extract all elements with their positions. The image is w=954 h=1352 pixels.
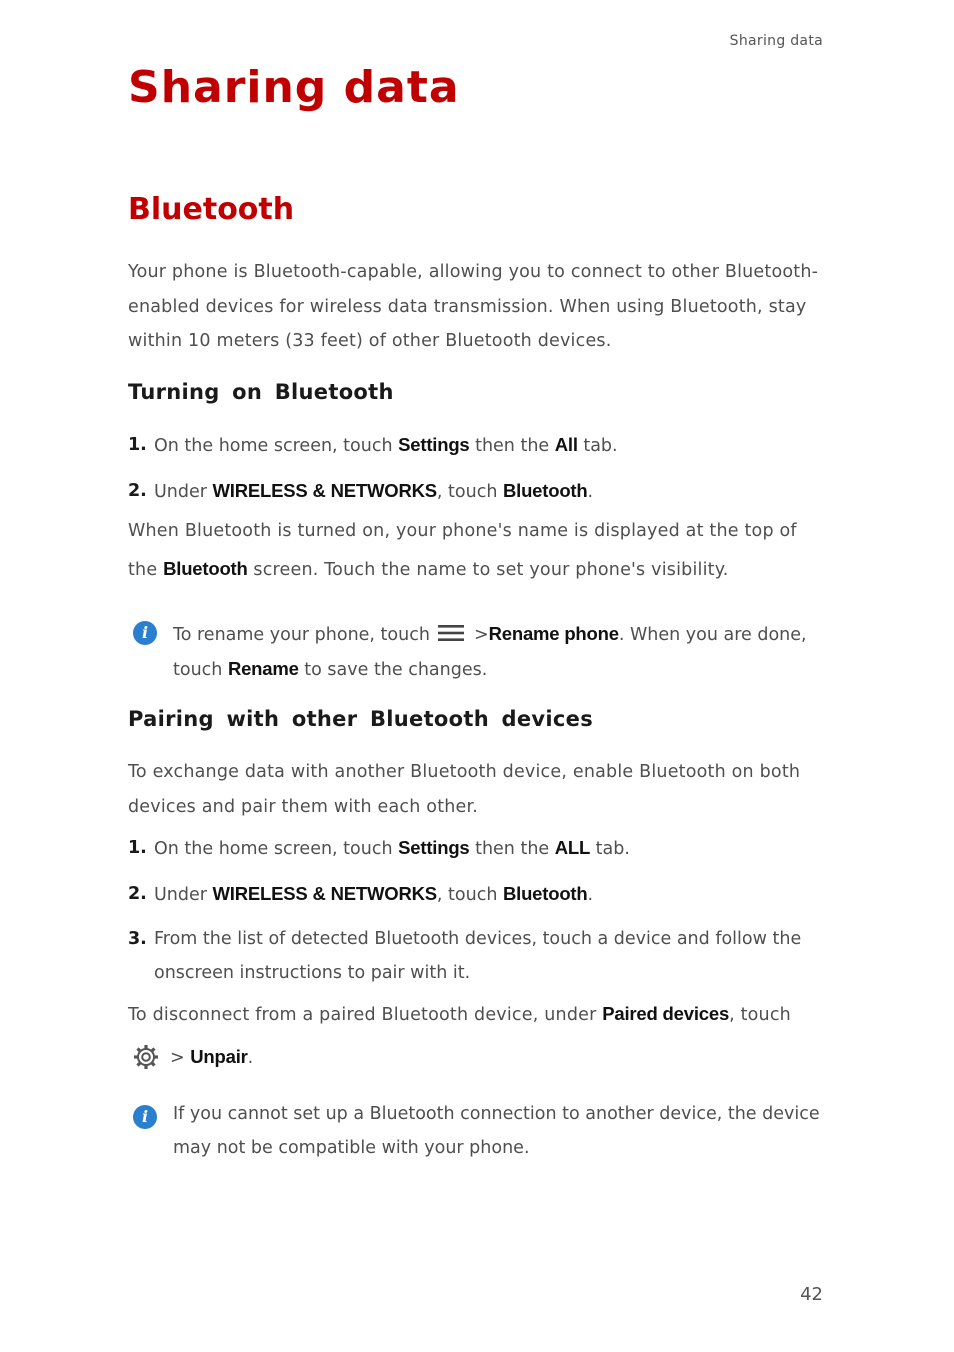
bluetooth-screen-label: Bluetooth <box>163 558 248 579</box>
settings-label: Settings <box>398 434 470 455</box>
turning-on-heading: Turning on Bluetooth <box>128 380 394 404</box>
all-tab-label: All <box>554 434 578 455</box>
step-number: 2. <box>128 481 147 501</box>
paragraph-text: When Bluetooth is turned on, your phone's name is displayed at the top of the <box>128 521 797 580</box>
note-text: To rename your phone, touch <box>173 625 430 645</box>
rename-phone-label: Rename phone <box>488 623 619 644</box>
separator: > <box>473 625 489 645</box>
step-text: From the list of detected Bluetooth devices, touch a device and follow the onscreen instructions to pair with it. <box>154 929 802 983</box>
gear-icon <box>132 1043 160 1071</box>
step-text: . <box>587 885 594 905</box>
step-number: 2. <box>128 884 147 904</box>
note-text: . When you are done, touch <box>173 625 807 680</box>
disconnect-paragraph <box>128 997 828 1033</box>
paired-devices-label: Paired devices <box>602 1003 730 1024</box>
wireless-networks-label: WIRELESS & NETWORKS <box>212 480 437 501</box>
all-tab-label: ALL <box>554 837 591 858</box>
unpair-line <box>128 1040 828 1075</box>
paragraph-text: To disconnect from a paired Bluetooth device, under <box>128 1005 603 1025</box>
pairing-step-2 <box>128 877 828 912</box>
step-text: then the <box>469 839 555 859</box>
paragraph-text: screen. Touch the name to set your phone's visibility. <box>247 560 729 580</box>
separator: > <box>170 1048 185 1068</box>
bluetooth-on-paragraph <box>128 513 828 589</box>
step-text: Under <box>154 885 213 905</box>
pairing-heading: Pairing with other Bluetooth devices <box>128 707 594 731</box>
step-text: On the home screen, touch <box>154 436 399 456</box>
step-number: 1. <box>128 838 147 858</box>
step-text: tab. <box>590 839 630 859</box>
note-text: to save the changes. <box>298 660 488 680</box>
page-title: Sharing data <box>128 62 460 113</box>
wireless-networks-label: WIRELESS & NETWORKS <box>212 883 437 904</box>
step-text: tab. <box>577 436 618 456</box>
paragraph-text: . <box>247 1048 254 1068</box>
note-text: If you cannot set up a Bluetooth connection to another device, the device may not be compatible with your phone. <box>173 1104 820 1158</box>
section-title: Bluetooth <box>128 192 295 227</box>
settings-label: Settings <box>398 837 470 858</box>
rename-note <box>128 617 828 687</box>
menu-icon <box>438 624 464 642</box>
step-text: , touch <box>436 885 503 905</box>
running-header: Sharing data <box>729 33 823 49</box>
pairing-step-1 <box>128 831 828 866</box>
step-number: 3. <box>128 929 147 949</box>
paragraph-text: , touch <box>729 1005 791 1025</box>
bluetooth-intro: Your phone is Bluetooth-capable, allowing you to connect to other Bluetooth-enabled devices for wireless data transmission. When using Bluetooth, stay within 10 meters (33 feet) of other Bluetooth devices. <box>128 262 819 351</box>
bluetooth-label: Bluetooth <box>502 883 588 904</box>
step-text: , touch <box>436 482 503 502</box>
info-icon: i <box>133 621 157 645</box>
step-text: On the home screen, touch <box>154 839 399 859</box>
compatibility-note <box>128 1097 828 1165</box>
step-number: 1. <box>128 435 147 455</box>
turning-on-step-2 <box>128 474 828 509</box>
pairing-intro: To exchange data with another Bluetooth device, enable Bluetooth on both devices and pair them with each other. <box>128 762 801 817</box>
step-text: Under <box>154 482 213 502</box>
info-icon: i <box>133 1105 157 1129</box>
step-text: then the <box>469 436 555 456</box>
unpair-label: Unpair <box>190 1046 248 1067</box>
step-text: . <box>587 482 594 502</box>
rename-label: Rename <box>227 658 299 679</box>
page-number: 42 <box>800 1284 823 1305</box>
pairing-step-3 <box>128 922 828 990</box>
bluetooth-label: Bluetooth <box>502 480 588 501</box>
turning-on-step-1 <box>128 428 828 463</box>
